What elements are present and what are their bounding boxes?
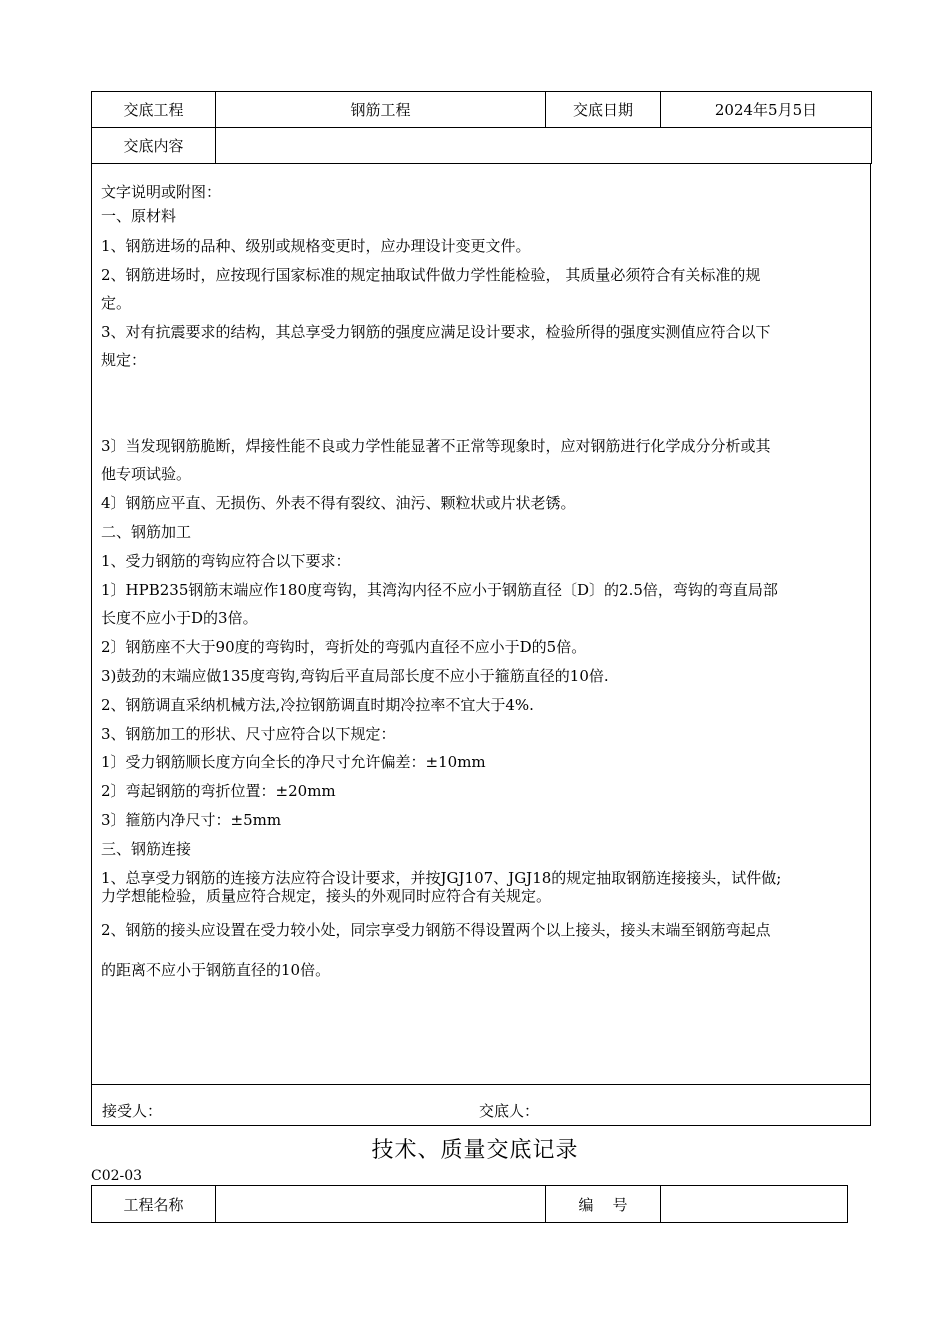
number-value (661, 1186, 848, 1223)
label-handover-date: 交底日期 (546, 92, 661, 128)
body-line: 4〕钢筋应平直、无损伤、外表不得有裂纹、油污、颗粒状或片状老锈。 (101, 494, 576, 512)
body-line: 文字说明或附图： (101, 183, 222, 201)
body-line: 2〕弯起钢筋的弯折位置：±20mm (101, 782, 336, 800)
body-line: 1、钢筋进场的品种、级别或规格变更时，应办理设计变更文件。 (101, 237, 531, 255)
body-line: 1〕受力钢筋顺长度方向全长的净尺寸允许偏差：±10mm (101, 753, 486, 771)
header-row-1 (92, 92, 872, 128)
signature-row (91, 1085, 871, 1126)
body-line: 1〕HPB235钢筋末端应作180度弯钩，其湾沟内径不应小于钢筋直径〔D〕的2.5倍，弯钩的弯直局部 (101, 581, 778, 599)
body-line: 2、钢筋进场时，应按现行国家标准的规定抽取试件做力学性能检验， 其质量必须符合有关标准的规 (101, 266, 761, 284)
body-line: 的距离不应小于钢筋直径的10倍。 (101, 961, 331, 979)
content-value (216, 128, 872, 164)
section-heading-processing: 二、钢筋加工 (101, 523, 192, 541)
body-line: 力学想能检验，质量应符合规定，接头的外观同时应符合有关规定。 (101, 887, 552, 905)
date-value: 2024年5月5日 (661, 92, 872, 128)
body-line: 长度不应小于D的3倍。 (101, 609, 258, 627)
label-number: 编 号 (546, 1186, 661, 1223)
project-info-table (91, 1185, 848, 1223)
body-line: 2、钢筋调直采纳机械方法,冷拉钢筋调直时期冷拉率不宜大于4%. (101, 696, 534, 714)
header-row-2 (92, 128, 872, 164)
body-line: 2、钢筋的接头应设置在受力较小处，同宗享受力钢筋不得设置两个以上接头，接头末端至钢筋弯起点 (101, 921, 771, 939)
project-value: 钢筋工程 (216, 92, 546, 128)
project-name-value (216, 1186, 546, 1223)
body-line: 3、对有抗震要求的结构，其总享受力钢筋的强度应满足设计要求，检验所得的强度实测值应符合以下 (101, 323, 771, 341)
body-line: 3〕当发现钢筋脆断，焊接性能不良或力学性能显著不正常等现象时，应对钢筋进行化学成分分析或其 (101, 437, 771, 455)
presenter-label: 交底人： (479, 1102, 540, 1120)
record-title: 技术、质量交底记录 (371, 1138, 579, 1163)
label-handover-project: 交底工程 (92, 92, 216, 128)
body-line: 3)鼓劲的末端应做135度弯钩,弯钩后平直局部长度不应小于箍筋直径的10倍. (101, 667, 609, 685)
body-line: 2〕钢筋座不大于90度的弯钩时，弯折处的弯弧内直径不应小于D的5倍。 (101, 638, 587, 656)
label-handover-content: 交底内容 (92, 128, 216, 164)
body-line: 定。 (101, 294, 132, 312)
project-info-row (92, 1186, 848, 1223)
handover-header-table (91, 91, 872, 164)
body-line: 1、受力钢筋的弯钩应符合以下要求： (101, 552, 351, 570)
section-heading-materials: 一、原材料 (101, 207, 177, 225)
form-code: C02-03 (91, 1168, 143, 1184)
body-line: 3、钢筋加工的形状、尺寸应符合以下规定： (101, 725, 396, 743)
body-line: 规定： (101, 351, 147, 369)
label-project-name: 工程名称 (92, 1186, 216, 1223)
body-line: 3〕箍筋内净尺寸：±5mm (101, 811, 282, 829)
body-line: 1、总享受力钢筋的连接方法应符合设计要求，并按JGJ107、JGJ18的规定抽取钢筋连接接头，试件做; (101, 869, 782, 887)
receiver-label: 接受人： (102, 1102, 163, 1120)
section-heading-connection: 三、钢筋连接 (101, 840, 192, 858)
body-line: 他专项试验。 (101, 465, 192, 483)
